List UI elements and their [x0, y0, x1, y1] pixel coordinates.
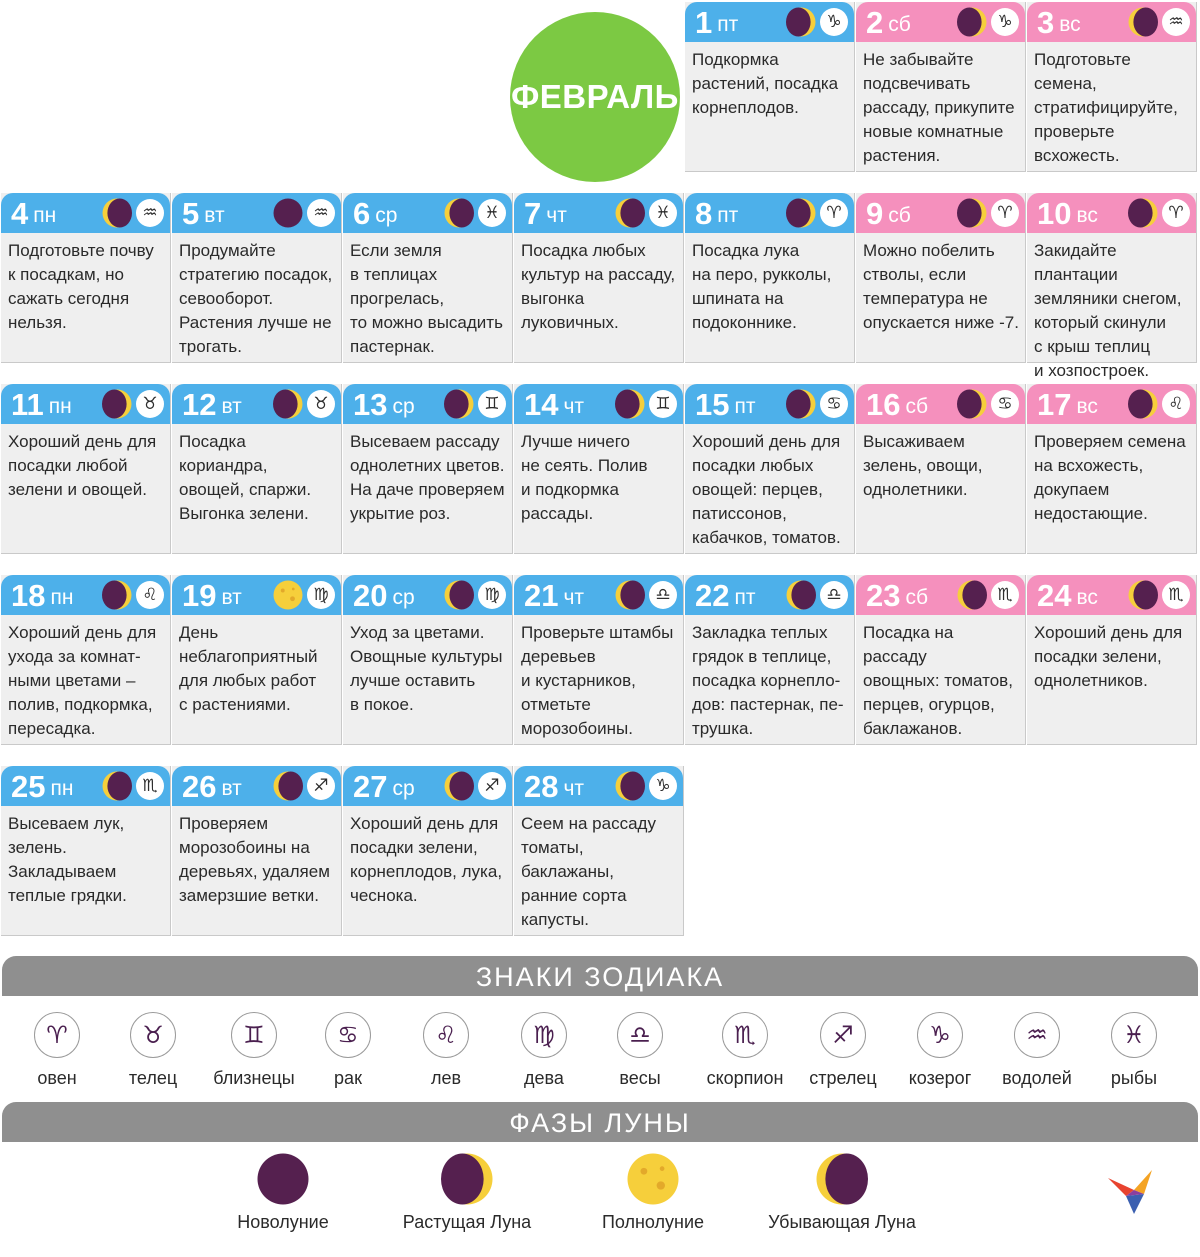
- day-number: 24: [1037, 577, 1072, 613]
- day-card: [1027, 193, 1197, 380]
- day-card: [856, 193, 1026, 363]
- day-card: [514, 766, 684, 936]
- day-number: 10: [1037, 195, 1072, 231]
- day-card: [1, 766, 171, 936]
- capricorn-icon: ♑: [917, 1012, 963, 1058]
- day-weekday: чт: [563, 586, 585, 609]
- day-number: 28: [524, 768, 559, 804]
- libra-icon: ♎: [617, 1012, 663, 1058]
- day-number: 1: [695, 4, 713, 40]
- moon-phase-icon: [102, 389, 132, 419]
- day-weekday: пт: [734, 395, 756, 418]
- zodiac-legend-item: [494, 1012, 594, 1089]
- waxing-moon-icon: [377, 1153, 557, 1205]
- day-weekday: ср: [392, 395, 415, 418]
- day-header: [1027, 575, 1196, 615]
- day-tip: Закидайте плантации земляники снегом, который скинули с крыш теплиц и хозпостроек.: [1034, 241, 1182, 380]
- day-card: [343, 193, 513, 363]
- zodiac-legend-item: [890, 1012, 990, 1089]
- day-card: [343, 384, 513, 554]
- day-card: [685, 384, 855, 554]
- zodiac-label: рыбы: [1110, 1068, 1158, 1088]
- day-weekday: вт: [221, 777, 242, 800]
- libra-icon: ♎: [820, 581, 848, 609]
- day-header: [856, 193, 1025, 233]
- day-card: [172, 575, 342, 745]
- sagittarius-icon: ♐: [820, 1012, 866, 1058]
- capricorn-icon: ♑: [820, 8, 848, 36]
- scorpio-icon: ♏: [1162, 581, 1190, 609]
- day-weekday: пт: [717, 204, 739, 227]
- sagittarius-icon: ♐: [307, 772, 335, 800]
- day-tip: Посадка лука на перо, рукколы, шпината на подоконнике.: [692, 241, 832, 332]
- day-header: [343, 575, 512, 615]
- day-header: [1, 766, 170, 806]
- moon-phase-icon: [1128, 580, 1158, 610]
- day-header: [685, 193, 854, 233]
- moon-phase-legend-item: [752, 1153, 932, 1233]
- day-tip: Посадка любых культур на рассаду, выгонка луковичных.: [521, 241, 676, 332]
- day-header: [172, 575, 341, 615]
- day-card: [1027, 575, 1197, 745]
- zodiac-label: овен: [37, 1068, 77, 1088]
- day-weekday: вс: [1076, 586, 1098, 609]
- day-header: [514, 766, 683, 806]
- day-header: [1, 384, 170, 424]
- moon-phase-icon: [957, 7, 987, 37]
- day-tip: Высеваем лук, зелень. Закладываем теплые грядки.: [8, 814, 127, 905]
- moon-phase-label: Растущая Луна: [402, 1212, 532, 1232]
- day-header: [172, 766, 341, 806]
- day-header: [685, 575, 854, 615]
- zodiac-legend-item: [793, 1012, 893, 1089]
- day-header: [172, 384, 341, 424]
- moon-phase-icon: [615, 771, 645, 801]
- libra-icon: ♎: [649, 581, 677, 609]
- cancer-icon: ♋: [991, 390, 1019, 418]
- day-tip: Сеем на рассаду томаты, баклажаны, ранние сорта капусты.: [521, 814, 656, 929]
- day-card: [856, 2, 1026, 172]
- day-weekday: чт: [563, 395, 585, 418]
- day-weekday: вт: [221, 395, 242, 418]
- day-header: [685, 2, 854, 42]
- aries-icon: ♈: [820, 199, 848, 227]
- moon-phase-icon: [444, 771, 474, 801]
- moon-phase-icon: [786, 198, 816, 228]
- day-card: [1, 384, 171, 554]
- day-card: [1, 575, 171, 745]
- zodiac-legend-item: [695, 1012, 795, 1089]
- aries-icon: ♈: [1162, 199, 1190, 227]
- moon-phase-icon: [102, 198, 132, 228]
- moon-phase-icon: [444, 580, 474, 610]
- day-number: 4: [11, 195, 29, 231]
- day-card: [685, 575, 855, 745]
- full-moon-icon: [563, 1153, 743, 1205]
- moon-phase-icon: [957, 389, 987, 419]
- scorpio-icon: ♏: [722, 1012, 768, 1058]
- day-tip: День неблагоприятный для любых работ с растениями.: [179, 623, 318, 714]
- moon-phase-icon: [273, 580, 303, 610]
- day-number: 27: [353, 768, 388, 804]
- day-card: [343, 766, 513, 936]
- day-header: [856, 575, 1025, 615]
- day-weekday: сб: [888, 204, 911, 227]
- day-card: [172, 193, 342, 363]
- taurus-icon: ♉: [136, 390, 164, 418]
- day-weekday: пн: [33, 204, 57, 227]
- day-header: [514, 575, 683, 615]
- day-weekday: вт: [221, 586, 242, 609]
- moon-phases-section-header: ФАЗЫ ЛУНЫ: [2, 1102, 1198, 1142]
- moon-phase-icon: [786, 580, 816, 610]
- zodiac-legend-item: [987, 1012, 1087, 1089]
- day-number: 13: [353, 386, 388, 422]
- day-header: [1027, 2, 1196, 42]
- day-number: 8: [695, 195, 713, 231]
- day-tip: Не забывайте подсвечивать рассаду, прикупите новые комнатные растения.: [863, 50, 1015, 165]
- moon-phase-icon: [1128, 7, 1158, 37]
- day-tip: Если земля в теплицах прогрелась, то можно высадить пастернак.: [350, 241, 503, 356]
- zodiac-legend-item: [590, 1012, 690, 1089]
- day-weekday: пн: [48, 395, 72, 418]
- day-number: 19: [182, 577, 217, 613]
- day-card: [172, 766, 342, 936]
- day-tip: Посадка на рассаду овощных: томатов, перцев, огурцов, баклажанов.: [863, 623, 1013, 738]
- moon-phase-icon: [444, 198, 474, 228]
- day-weekday: вс: [1076, 395, 1098, 418]
- moon-phase-icon: [957, 198, 987, 228]
- day-header: [1, 575, 170, 615]
- day-card: [685, 193, 855, 363]
- leo-icon: ♌: [1162, 390, 1190, 418]
- day-header: [1027, 384, 1196, 424]
- zodiac-legend-item: [298, 1012, 398, 1089]
- day-weekday: вт: [204, 204, 225, 227]
- zodiac-label: близнецы: [213, 1068, 295, 1088]
- day-tip: Проверьте штамбы деревьев и кустарников, отметьте морозобоины.: [521, 623, 674, 738]
- day-number: 9: [866, 195, 884, 231]
- day-card: [514, 384, 684, 554]
- day-number: 7: [524, 195, 542, 231]
- day-weekday: ср: [392, 777, 415, 800]
- moon-phase-icon: [615, 580, 645, 610]
- leo-icon: ♌: [423, 1012, 469, 1058]
- gemini-icon: ♊: [649, 390, 677, 418]
- zodiac-legend-item: [204, 1012, 304, 1089]
- day-header: [856, 2, 1025, 42]
- moon-phase-icon: [786, 389, 816, 419]
- day-weekday: пн: [50, 777, 74, 800]
- day-card: [685, 2, 855, 172]
- day-header: [343, 384, 512, 424]
- day-number: 21: [524, 577, 559, 613]
- virgo-icon: ♍: [478, 581, 506, 609]
- moon-phase-icon: [444, 389, 474, 419]
- day-weekday: сб: [888, 13, 911, 36]
- moon-phase-label: Новолуние: [237, 1212, 329, 1232]
- waning-moon-icon: [752, 1153, 932, 1205]
- moon-phase-legend-item: [193, 1153, 373, 1233]
- zodiac-label: рак: [334, 1068, 362, 1088]
- day-tip: Хороший день для посадки любых овощей: перцев, патиссонов, кабачков, томатов.: [692, 432, 841, 547]
- day-header: [856, 384, 1025, 424]
- zodiac-legend-item: [103, 1012, 203, 1089]
- day-card: [1027, 2, 1197, 172]
- day-weekday: вс: [1059, 13, 1081, 36]
- taurus-icon: ♉: [130, 1012, 176, 1058]
- moon-phase-icon: [615, 198, 645, 228]
- moon-phase-icon: [615, 389, 645, 419]
- day-tip: Подкормка растений, посадка корнеплодов.: [692, 50, 839, 117]
- day-header: [514, 193, 683, 233]
- day-weekday: пт: [717, 13, 739, 36]
- day-number: 16: [866, 386, 901, 422]
- aries-icon: ♈: [34, 1012, 80, 1058]
- moon-phase-icon: [273, 389, 303, 419]
- aquarius-icon: ♒: [1014, 1012, 1060, 1058]
- day-tip: Хороший день для посадки зелени, корнеплодов, лука, чеснока.: [350, 814, 503, 905]
- aquarius-icon: ♒: [1162, 8, 1190, 36]
- day-weekday: пн: [50, 586, 74, 609]
- gemini-icon: ♊: [231, 1012, 277, 1058]
- day-number: 22: [695, 577, 730, 613]
- day-tip: Высеваем рассаду однолетних цветов. На даче проверяем укрытие роз.: [350, 432, 505, 523]
- cancer-icon: ♋: [820, 390, 848, 418]
- moon-phase-icon: [102, 771, 132, 801]
- day-tip: Посадка кориандра, овощей, спаржи. Выгонка зелени.: [179, 432, 312, 523]
- day-card: [514, 575, 684, 745]
- day-tip: Подготовьте почву к посадкам, но сажать сегодня нельзя.: [8, 241, 154, 332]
- day-number: 14: [524, 386, 559, 422]
- day-card: [856, 384, 1026, 554]
- day-header: [172, 193, 341, 233]
- day-card: [856, 575, 1026, 745]
- zodiac-label: лев: [430, 1068, 462, 1088]
- day-weekday: сб: [905, 586, 929, 609]
- day-card: [1, 193, 171, 363]
- zodiac-legend-item: [396, 1012, 496, 1089]
- aries-icon: ♈: [991, 199, 1019, 227]
- capricorn-icon: ♑: [649, 772, 677, 800]
- day-header: [514, 384, 683, 424]
- day-card: [1027, 384, 1197, 554]
- scorpio-icon: ♏: [136, 772, 164, 800]
- virgo-icon: ♍: [521, 1012, 567, 1058]
- gemini-icon: ♊: [478, 390, 506, 418]
- zodiac-label: стрелец: [809, 1068, 877, 1088]
- day-header: [685, 384, 854, 424]
- pisces-icon: ♓: [478, 199, 506, 227]
- day-number: 20: [353, 577, 388, 613]
- moon-phase-label: Убывающая Луна: [768, 1212, 916, 1232]
- day-weekday: ср: [375, 204, 398, 227]
- day-number: 23: [866, 577, 901, 613]
- sagittarius-icon: ♐: [478, 772, 506, 800]
- virgo-icon: ♍: [307, 581, 335, 609]
- new-moon-icon: [193, 1153, 373, 1205]
- capricorn-icon: ♑: [991, 8, 1019, 36]
- zodiac-label: скорпион: [706, 1068, 784, 1088]
- day-number: 12: [182, 386, 217, 422]
- day-weekday: чт: [546, 204, 567, 227]
- leo-icon: ♌: [136, 581, 164, 609]
- month-badge: [510, 12, 680, 182]
- pisces-icon: ♓: [649, 199, 677, 227]
- day-header: [1, 193, 170, 233]
- day-tip: Продумайте стратегию посадок, севооборот. Растения лучше не трогать.: [179, 241, 333, 356]
- aquarius-icon: ♒: [307, 199, 335, 227]
- moon-phase-icon: [957, 580, 987, 610]
- taurus-icon: ♉: [307, 390, 335, 418]
- moon-phase-icon: [102, 580, 132, 610]
- day-weekday: сб: [905, 395, 929, 418]
- day-tip: Высаживаем зелень, овощи, однолетники.: [863, 432, 983, 499]
- moon-phase-icon: [273, 198, 303, 228]
- moon-phase-icon: [1128, 389, 1158, 419]
- day-number: 15: [695, 386, 730, 422]
- publisher-logo-icon: [1104, 1168, 1156, 1216]
- day-weekday: чт: [563, 777, 585, 800]
- day-tip: Хороший день для ухода за комнат- ными цветами – полив, подкормка, пересадка.: [8, 623, 157, 738]
- day-header: [343, 193, 512, 233]
- cancer-icon: ♋: [325, 1012, 371, 1058]
- day-tip: Можно побелить стволы, если температура не опускается ниже -7.: [863, 241, 1019, 332]
- moon-phase-label: Полнолуние: [601, 1212, 705, 1232]
- day-number: 11: [11, 386, 44, 422]
- aquarius-icon: ♒: [136, 199, 164, 227]
- moon-phase-icon: [786, 7, 816, 37]
- zodiac-section-header: ЗНАКИ ЗОДИАКА: [2, 956, 1198, 996]
- month-title: ФЕВРАЛЬ: [511, 78, 679, 115]
- pisces-icon: ♓: [1111, 1012, 1157, 1058]
- day-header: [343, 766, 512, 806]
- day-header: [1027, 193, 1196, 233]
- day-number: 26: [182, 768, 217, 804]
- zodiac-label: дева: [524, 1068, 564, 1088]
- moon-phase-legend-item: [377, 1153, 557, 1233]
- day-tip: Лучше ничего не сеять. Полив и подкормка рассады.: [521, 432, 648, 523]
- zodiac-label: телец: [128, 1068, 178, 1088]
- day-card: [514, 193, 684, 363]
- day-number: 3: [1037, 4, 1055, 40]
- day-tip: Проверяем семена на всхожесть, докупаем недостающие.: [1034, 432, 1186, 523]
- zodiac-label: водолей: [1002, 1068, 1072, 1088]
- day-weekday: вс: [1076, 204, 1098, 227]
- day-number: 18: [11, 577, 46, 613]
- day-number: 6: [353, 195, 371, 231]
- day-tip: Подготовьте семена, стратифицируйте, проверьте всхожесть.: [1034, 50, 1178, 165]
- day-card: [172, 384, 342, 554]
- zodiac-label: весы: [619, 1068, 661, 1088]
- zodiac-legend-item: [7, 1012, 107, 1089]
- day-tip: Уход за цветами. Овощные культуры лучше оставить в покое.: [350, 623, 503, 714]
- zodiac-legend-item: [1084, 1012, 1184, 1089]
- moon-phase-icon: [1128, 198, 1158, 228]
- day-tip: Хороший день для посадки зелени, однолетников.: [1034, 623, 1183, 690]
- day-card: [343, 575, 513, 745]
- scorpio-icon: ♏: [991, 581, 1019, 609]
- day-number: 25: [11, 768, 46, 804]
- day-tip: Хороший день для посадки любой зелени и овощей.: [8, 432, 157, 499]
- zodiac-label: козерог: [908, 1068, 972, 1088]
- moon-phase-icon: [273, 771, 303, 801]
- day-weekday: ср: [392, 586, 415, 609]
- day-number: 5: [182, 195, 200, 231]
- day-tip: Закладка теплых грядок в теплице, посадка корнепло- дов: пастернак, пе- трушка.: [692, 623, 844, 738]
- day-number: 17: [1037, 386, 1072, 422]
- day-tip: Проверяем морозобоины на деревьях, удаляем замерзшие ветки.: [179, 814, 330, 905]
- moon-phase-legend-item: [563, 1153, 743, 1233]
- day-weekday: пт: [734, 586, 756, 609]
- day-number: 2: [866, 4, 884, 40]
